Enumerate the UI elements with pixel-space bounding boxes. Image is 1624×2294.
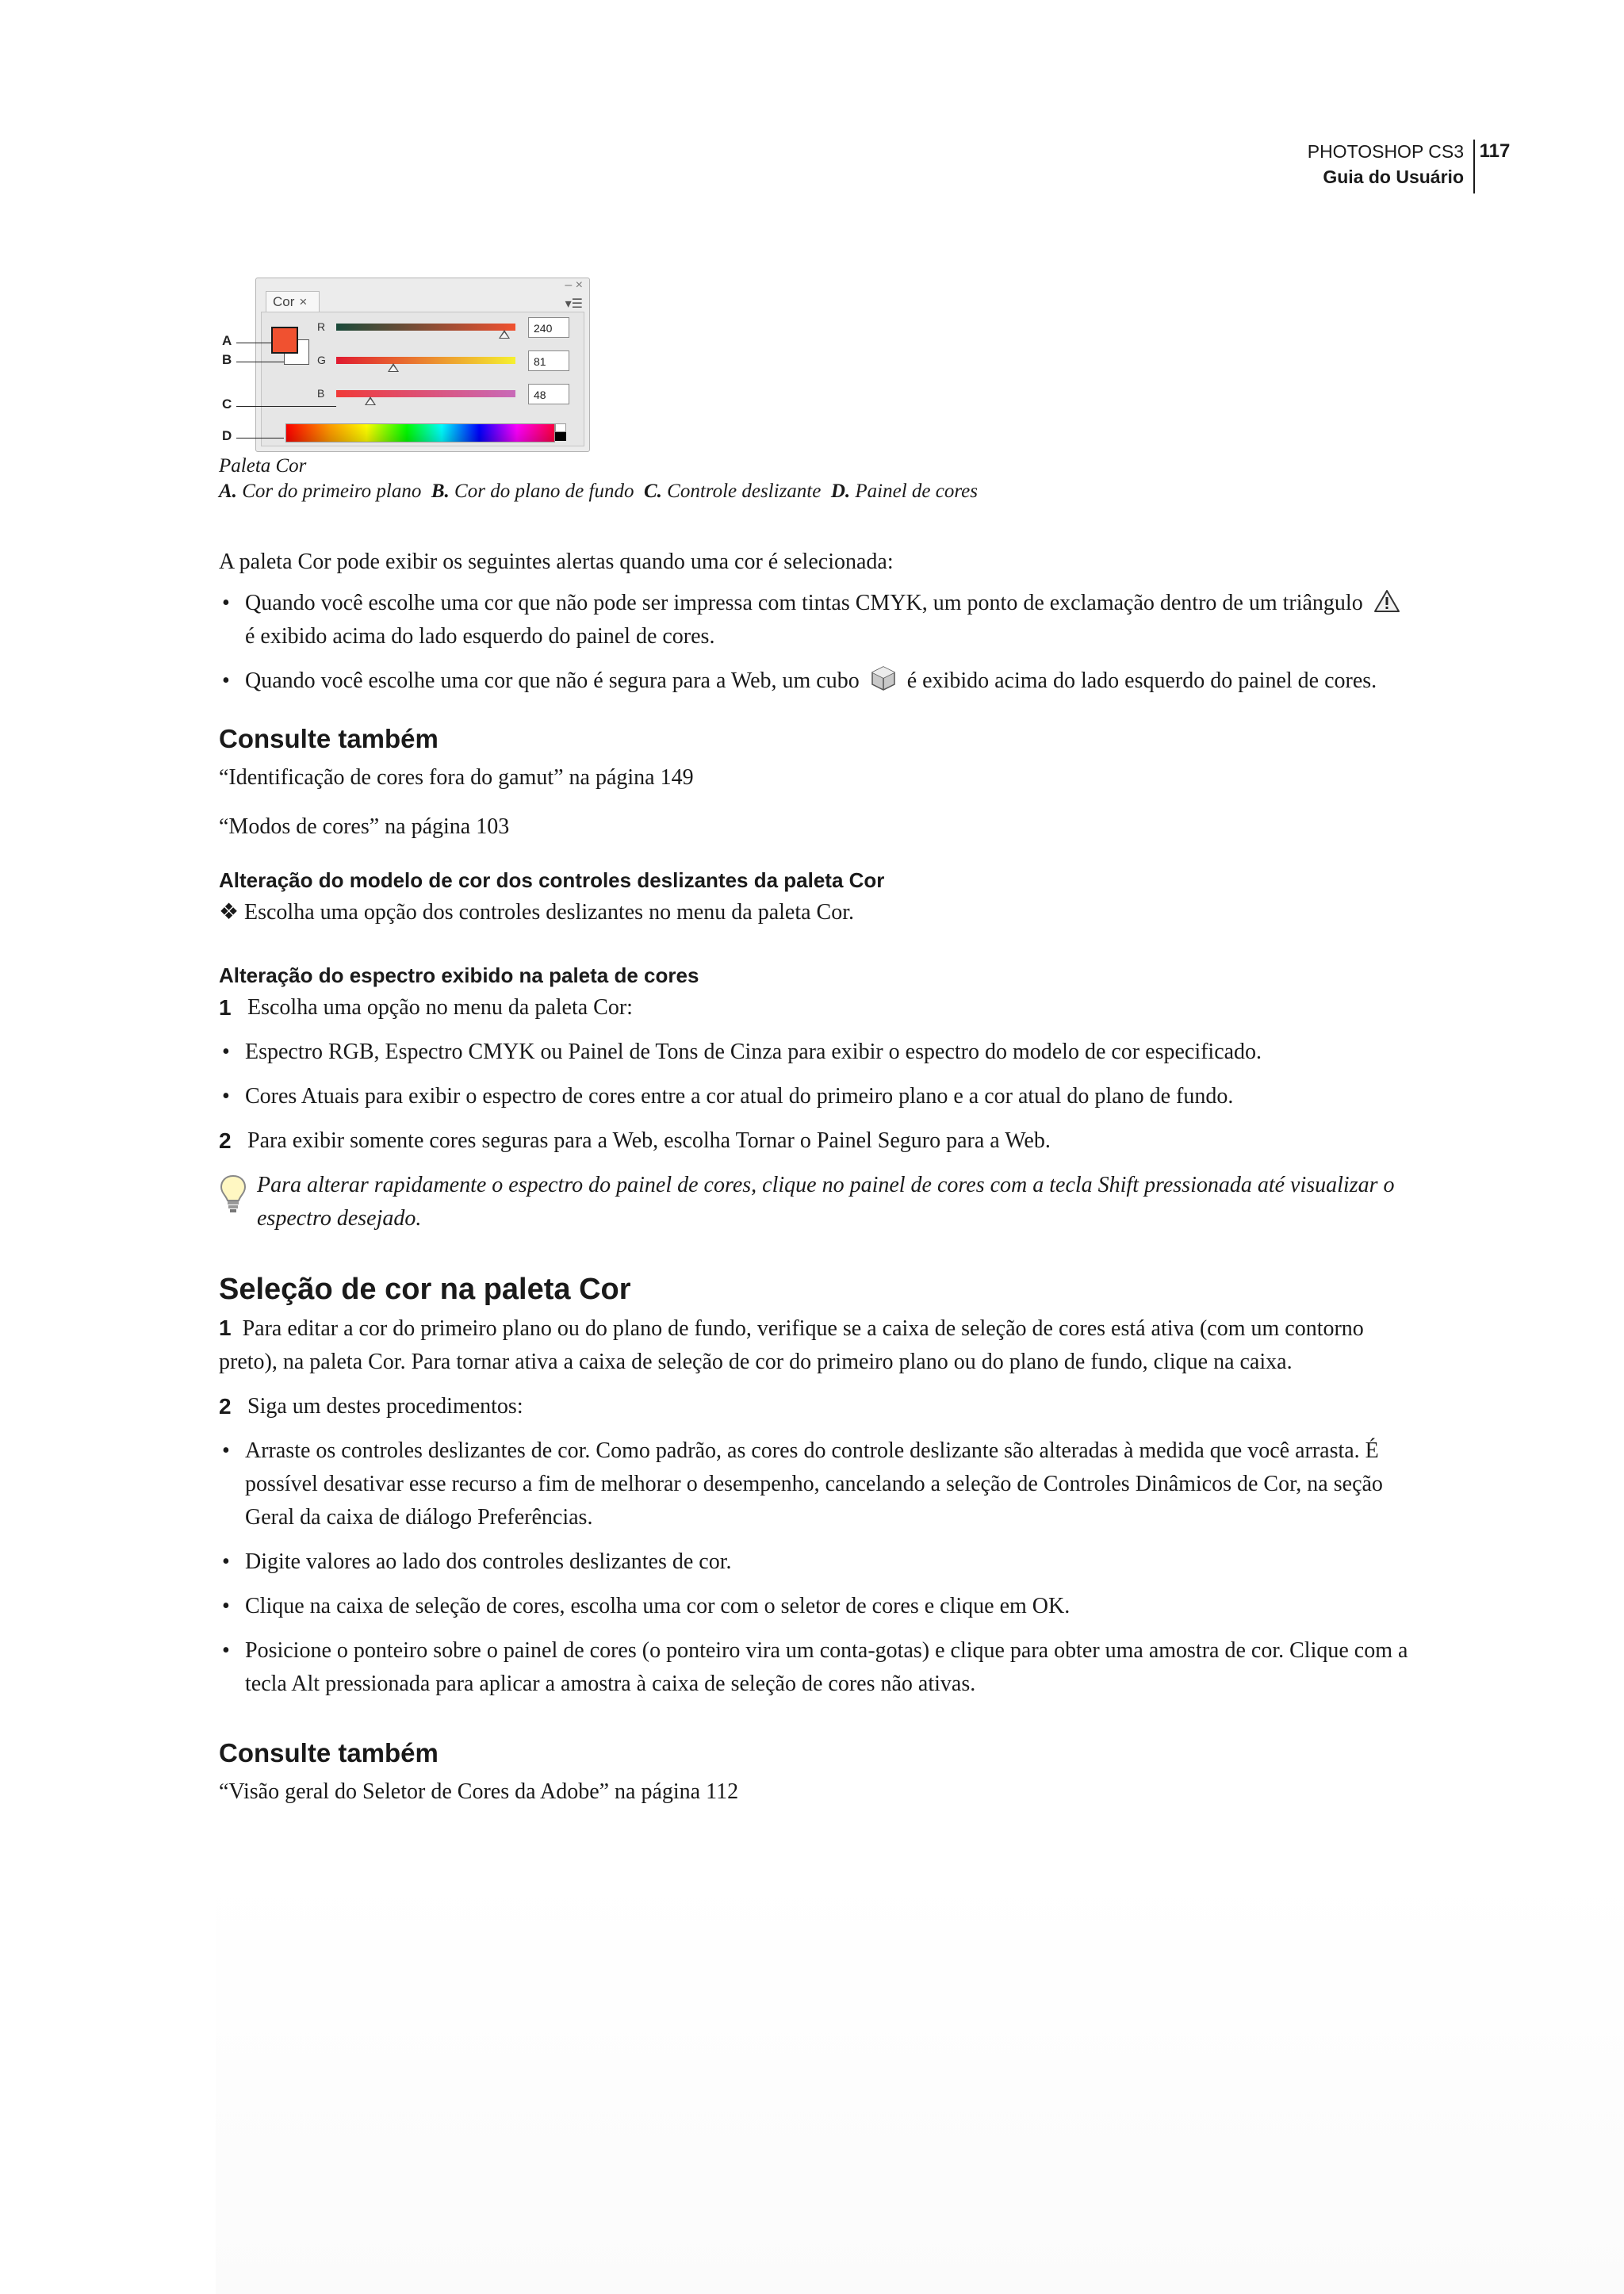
callout-a: A — [222, 333, 232, 348]
see-also-link[interactable]: “Identificação de cores fora do gamut” na página 149 — [219, 765, 694, 790]
page-bottom-shade — [216, 1871, 1624, 2294]
panel-window-controls[interactable]: – × — [565, 278, 583, 292]
intro-paragraph: A paleta Cor pode exibir os seguintes alertas quando uma cor é selecionada: — [219, 550, 894, 574]
callout-b: B — [222, 352, 232, 367]
slider-b[interactable] — [336, 390, 515, 397]
tip: Para alterar rapidamente o espectro do painel de cores, clique no painel de cores com a tecla Shift pressionada até visualizar o espectro desejado. — [219, 1169, 1408, 1235]
web-cube-icon — [870, 665, 897, 691]
see-also-link[interactable]: “Visão geral do Seletor de Cores da Adobe” na página 112 — [219, 1779, 739, 1804]
see-also-heading: Consulte também — [219, 1738, 439, 1767]
running-header — [1308, 140, 1515, 190]
page-content — [219, 270, 1408, 1825]
channel-label-g: G — [317, 354, 326, 366]
step-1: 1 Escolha uma opção no menu da paleta Cor: — [219, 995, 633, 1020]
list-item: • Clique na caixa de seleção de cores, escolha uma cor com o seletor de cores e clique em OK. — [219, 1590, 1408, 1623]
callout-c: C — [222, 396, 232, 412]
channel-label-b: B — [317, 387, 325, 400]
list-item: • Espectro RGB, Espectro CMYK ou Painel de Tons de Cinza para exibir o espectro do modelo de cor especificado. — [219, 1036, 1408, 1069]
diamond-bullet-icon: ❖ — [219, 900, 239, 925]
list-item: • Quando você escolhe uma cor que não pode ser impressa com tintas CMYK, um ponto de exclamação dentro de um triângulo é exibido acima do lado esquerdo do painel de cores. — [219, 587, 1408, 653]
tab-cor[interactable] — [266, 291, 320, 312]
panel-menu-icon[interactable]: ▾☰ — [565, 297, 583, 311]
spectrum-black-white[interactable] — [555, 423, 566, 441]
leader-d — [236, 438, 284, 439]
value-field-g[interactable]: 81 — [528, 350, 569, 371]
step-2: 2 Siga um destes procedimentos: — [219, 1394, 523, 1419]
slider-thumb-r[interactable] — [499, 330, 510, 339]
section-heading-spectrum: Alteração do espectro exibido na paleta de cores — [219, 963, 699, 987]
tab-label: Cor — [273, 294, 295, 309]
page-number: 117 — [1473, 140, 1515, 193]
section-heading-select-color: Seleção de cor na paleta Cor — [219, 1273, 631, 1306]
list-item: • Arraste os controles deslizantes de cor. Como padrão, as cores do controle deslizante são alteradas à medida que você arrasta. É possível desativar esse recurso a fim de melhorar o desempenho, cancelando a seleção de Controles Dinâmicos de Cor, na seção Geral da caixa de diálogo Preferências. — [219, 1434, 1408, 1534]
leader-c — [236, 406, 336, 407]
slider-g[interactable] — [336, 357, 515, 364]
value-field-b[interactable]: 48 — [528, 384, 569, 404]
section-heading-color-model: Alteração do modelo de cor dos controles deslizantes da paleta Cor — [219, 868, 885, 892]
alerts-list — [219, 587, 1408, 698]
figure-caption-title: Paleta Cor — [219, 455, 307, 477]
foreground-color-swatch[interactable] — [271, 327, 298, 354]
list-item: • Digite valores ao lado dos controles deslizantes de cor. — [219, 1545, 1408, 1579]
header-product: PHOTOSHOP CS3 — [1307, 141, 1464, 162]
slider-thumb-g[interactable] — [388, 363, 399, 372]
tab-close-icon[interactable]: × — [299, 294, 308, 309]
step-2: 2 Para exibir somente cores seguras para a Web, escolha Tornar o Painel Seguro para a Web. — [219, 1128, 1051, 1153]
instruction: ❖ Escolha uma opção dos controles deslizantes no menu da paleta Cor. — [219, 896, 1408, 929]
slider-r[interactable] — [336, 324, 515, 331]
spectrum-options-list — [219, 1036, 1408, 1113]
warning-triangle-icon — [1373, 589, 1400, 613]
list-item: • Cores Atuais para exibir o espectro de cores entre a cor atual do primeiro plano e a cor atual do plano de fundo. — [219, 1080, 1408, 1113]
figure-caption-legend: A. Cor do primeiro plano B. Cor do plano de fundo C. Controle deslizante D. Painel de cores — [219, 481, 978, 502]
list-item: • Quando você escolhe uma cor que não é segura para a Web, um cubo é exibido acima do lado esquerdo do painel de cores. — [219, 664, 1408, 698]
see-also-link[interactable]: “Modos de cores” na página 103 — [219, 814, 510, 839]
color-spectrum-bar[interactable] — [285, 423, 555, 442]
color-palette-figure — [219, 270, 806, 454]
header-guide: Guia do Usuário — [1323, 167, 1464, 187]
slider-thumb-b[interactable] — [365, 396, 376, 405]
lightbulb-icon — [219, 1174, 247, 1215]
panel-body — [261, 312, 584, 446]
see-also-heading: Consulte também — [219, 724, 439, 753]
list-item: • Posicione o ponteiro sobre o painel de cores (o ponteiro vira um conta-gotas) e clique para obter uma amostra de cor. Clique com a tecla Alt pressionada para aplicar a amostra à caixa de seleção de cores não ativas. — [219, 1634, 1408, 1701]
step-1: 1 Para editar a cor do primeiro plano ou do plano de fundo, verifique se a caixa de seleção de cores está ativa (com um contorno preto), na paleta Cor. Para tornar ativa a caixa de seleção de cor do primeiro plano ou do plano de fundo, clique na caixa. — [219, 1316, 1364, 1374]
select-options-list — [219, 1434, 1408, 1701]
callout-d: D — [222, 428, 232, 443]
color-palette-panel — [255, 278, 590, 452]
channel-label-r: R — [317, 320, 326, 333]
value-field-r[interactable]: 240 — [528, 317, 569, 338]
